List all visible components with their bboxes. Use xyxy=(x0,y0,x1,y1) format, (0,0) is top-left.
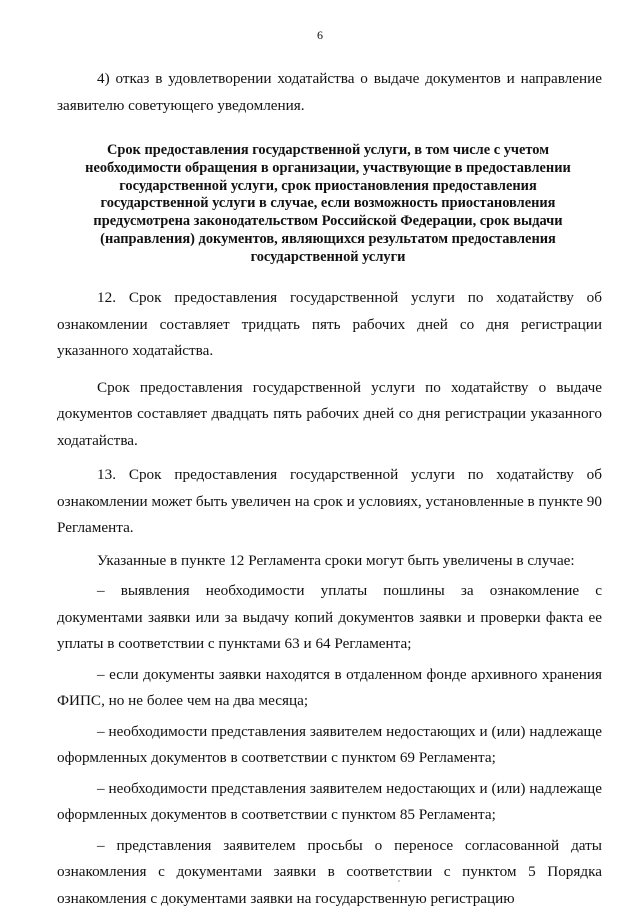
paragraph-13: 13. Срок предоставления государственной услуги по ходатайству об ознакомлении может быть увеличен на срок и условиях, установленные в пункте 90 Регламента. xyxy=(57,462,602,542)
list-item-reschedule: – представления заявителем просьбы о переносе согласованной даты ознакомления с документами заявки в соответствии с пунктом 5 Порядка ознакомления с документами заявки на государственную регистрацию xyxy=(57,833,602,912)
paragraph-12: 12. Срок предоставления государственной услуги по ходатайству об ознакомлении составляет тридцать пять рабочих дней со дня регистрации указанного ходатайства. xyxy=(57,285,602,365)
scan-speck xyxy=(398,880,400,882)
paragraph-12-second: Срок предоставления государственной услуги по ходатайству о выдаче документов составляет двадцать пять рабочих дней со дня регистрации указанного ходатайства. xyxy=(57,375,602,455)
paragraph-cases-intro: Указанные в пункте 12 Регламента сроки могут быть увеличены в случае: xyxy=(57,548,602,575)
list-item-documents-69: – необходимости представления заявителем недостающих и (или) надлежаще оформленных документов в соответствии с пунктом 69 Регламента; xyxy=(57,719,602,772)
list-item-archive: – если документы заявки находятся в отдаленном фонде архивного хранения ФИПС, но не более чем на два месяца; xyxy=(57,662,602,715)
list-item-documents-85: – необходимости представления заявителем недостающих и (или) надлежаще оформленных документов в соответствии с пунктом 85 Регламента; xyxy=(57,776,602,829)
page-number: 6 xyxy=(0,28,640,43)
body-text xyxy=(57,285,602,912)
list-item-fee: – выявления необходимости уплаты пошлины за ознакомление с документами заявки или за выдачу копий документов заявки и проверки факта ее уплаты в соответствии с пунктами 63 и 64 Регламента; xyxy=(57,578,602,658)
top-paragraph: 4) отказ в удовлетворении ходатайства о выдаче документов и направление заявителю советующего уведомления. xyxy=(57,66,602,119)
top-paragraph-block xyxy=(57,66,602,119)
section-heading: Срок предоставления государственной услуги, в том числе с учетом необходимости обращения в организации, участвующие в предоставлении государственной услуги, срок приостановления предоставления государственной услуги в случае, если возможность приостановления предусмотрена законодательством Российской Федерации, срок выдачи (направления) документов, являющихся результатом предоставления государственной услуги xyxy=(78,142,578,267)
